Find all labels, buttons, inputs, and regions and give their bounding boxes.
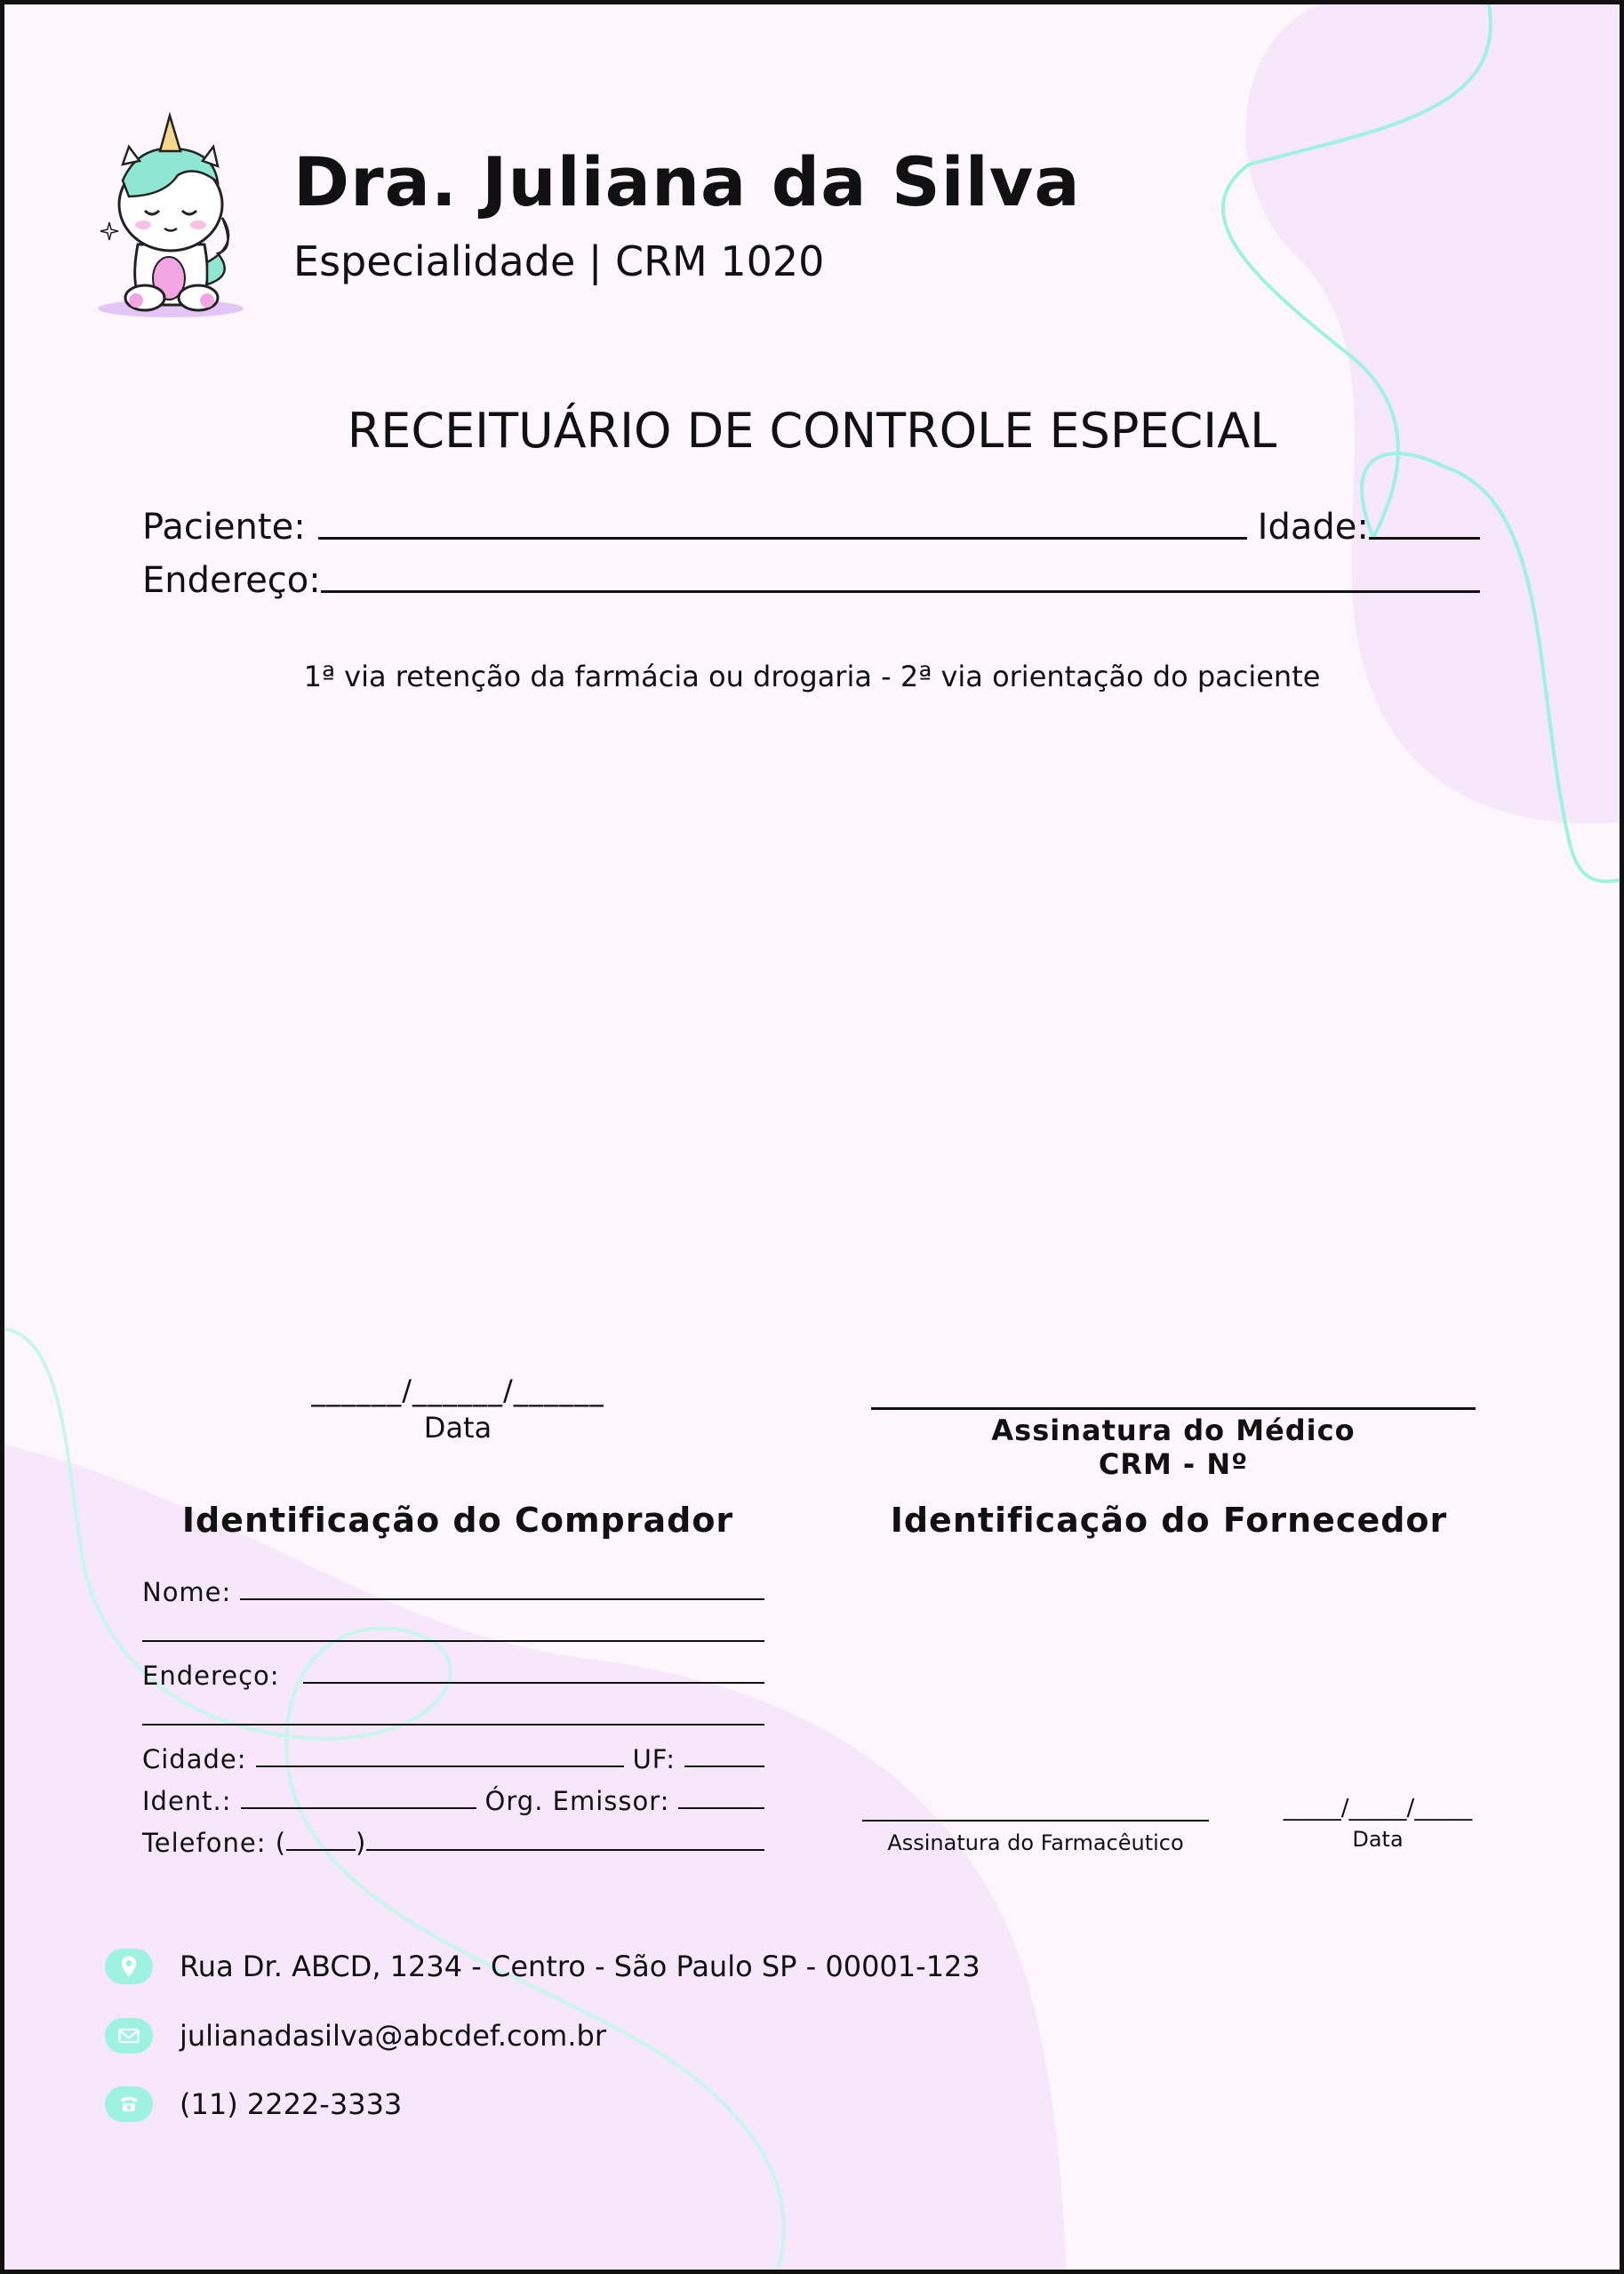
date-label: Data <box>423 1411 492 1445</box>
buyer-uf-label: UF: <box>632 1744 676 1774</box>
buyer-address-field[interactable] <box>303 1682 764 1684</box>
buyer-heading: Identificação do Comprador <box>181 1501 734 1540</box>
supplier-heading: Identificação do Fornecedor <box>890 1501 1448 1540</box>
pharmacist-signature <box>862 1820 1209 1855</box>
pharmacist-signature-label: Assinatura do Farmacêutico <box>887 1830 1184 1855</box>
buyer-phone-row <box>142 1816 764 1858</box>
contact-address-text: Rua Dr. ABCD, 1234 - Centro - São Paulo SP - 00001-123 <box>180 1950 980 1983</box>
age-field[interactable] <box>1369 537 1480 540</box>
contact-phone-text[interactable]: (11) 2222-3333 <box>180 2087 403 2121</box>
buyer-phone-field[interactable] <box>366 1849 764 1851</box>
contact-phone <box>105 2086 402 2122</box>
date-blank[interactable]: ______/______/______ <box>311 1373 604 1407</box>
patient-field[interactable] <box>318 537 1247 540</box>
buyer-city-row <box>142 1733 764 1774</box>
address-row <box>142 560 1480 601</box>
location-pin-icon <box>105 1949 153 1984</box>
buyer-city-label: Cidade: <box>142 1744 247 1774</box>
unicorn-icon <box>93 111 249 320</box>
buyer-phone-paren: ) <box>356 1828 367 1858</box>
buyer-form <box>142 1565 764 1858</box>
buyer-address-row <box>142 1649 764 1691</box>
buyer-name-row <box>142 1565 764 1607</box>
buyer-issuer-label: Órg. Emissor: <box>484 1786 670 1816</box>
contact-email <box>105 2018 606 2054</box>
doctor-signature-line[interactable] <box>871 1407 1476 1410</box>
buyer-address-label: Endereço: <box>142 1661 280 1691</box>
buyer-address-row-2 <box>142 1691 764 1733</box>
contact-email-text[interactable]: julianadasilva@abcdef.com.br <box>180 2019 606 2053</box>
document-title: RECEITUÁRIO DE CONTROLE ESPECIAL <box>347 403 1277 459</box>
buyer-issuer-field[interactable] <box>678 1807 764 1809</box>
doctor-crm-label: CRM - Nº <box>1098 1447 1249 1481</box>
envelope-icon <box>105 2018 153 2054</box>
pharmacist-signature-line[interactable] <box>862 1820 1209 1822</box>
address-field[interactable] <box>321 590 1480 593</box>
contact-address <box>105 1949 980 1984</box>
address-label: Endereço: <box>142 560 321 601</box>
buyer-id-row <box>142 1774 764 1816</box>
telephone-icon <box>105 2086 153 2122</box>
patient-row <box>142 507 1480 548</box>
age-label: Idade: <box>1257 507 1369 548</box>
buyer-city-field[interactable] <box>256 1766 624 1767</box>
doctor-specialty: Especialidade | CRM 1020 <box>293 237 825 285</box>
buyer-name-row-2 <box>142 1607 764 1649</box>
buyer-id-label: Ident.: <box>142 1786 232 1816</box>
prescription-date <box>271 1373 644 1445</box>
doctor-signature-label: Assinatura do Médico <box>991 1413 1356 1447</box>
buyer-id-field[interactable] <box>241 1807 476 1809</box>
supplier-date-blank[interactable]: _____/_____/_____ <box>1283 1795 1473 1822</box>
buyer-phone-label: Telefone: ( <box>142 1828 287 1858</box>
background-decoration <box>4 4 1620 2270</box>
buyer-name-label: Nome: <box>142 1577 232 1607</box>
buyer-uf-field[interactable] <box>684 1766 764 1767</box>
buyer-phone-area-field[interactable] <box>286 1849 356 1851</box>
patient-label: Paciente: <box>142 507 306 548</box>
via-note: 1ª via retenção da farmácia ou drogaria - 2ª via orientação do paciente <box>303 660 1321 693</box>
buyer-name-field-2[interactable] <box>142 1640 764 1642</box>
doctor-signature <box>871 1407 1476 1481</box>
doctor-name: Dra. Juliana da Silva <box>293 142 1081 221</box>
supplier-date <box>1271 1795 1484 1852</box>
buyer-address-field-2[interactable] <box>142 1724 764 1726</box>
buyer-name-field[interactable] <box>240 1598 764 1600</box>
supplier-date-label: Data <box>1352 1827 1404 1852</box>
